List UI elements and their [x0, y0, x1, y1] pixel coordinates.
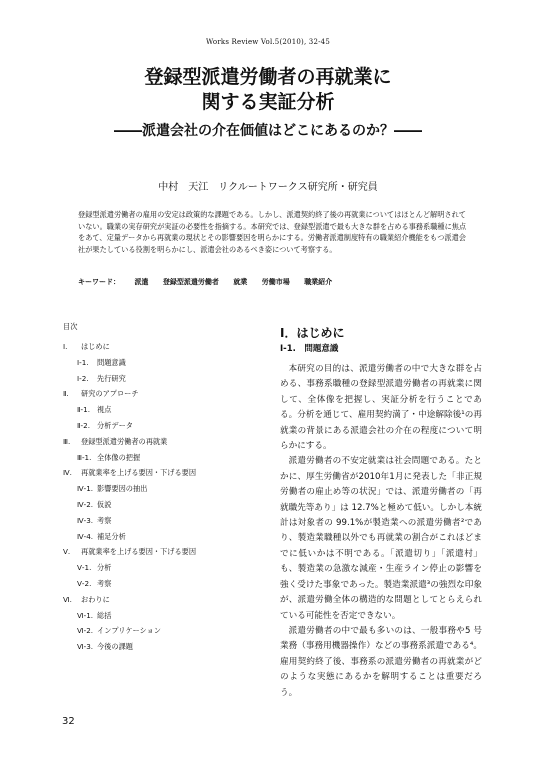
keyword: 登録型派遣労働者 — [162, 278, 219, 286]
toc-item-label: 全体像の把握 — [97, 452, 141, 462]
title-line-1: 登録型派遣労働者の再就業に — [144, 66, 392, 88]
toc-item — [63, 544, 263, 560]
keyword: 職業紹介 — [304, 278, 333, 286]
paragraph: 派遣労働者の不安定就業は社会問題である。たとかに、厚生労働省が2010年1月に発表した「非正規労働者の雇止め等の状況」では、派遣労働者の「再就職先等あり」は 12.7%と極めて低い。しかし本統計は対象者の 99.1%が製造業への派遣労働者²であり、製造業職種以外でも再就業の割合がこれほどまでに低いかは不明である。「派遣切り」「派遣村」も、製造業の急激な減産・生産ライン停止の影響を強く受けた事象であった。製造業派遣³の強烈な印象が、派遣労働全体の構造的な問題としてとらえられている可能性を否定できない。 — [280, 456, 482, 621]
journal-citation: Works Review Vol.5(2010), 32-45 — [206, 38, 330, 46]
toc-item-number: Ⅰ-2. — [77, 373, 89, 383]
toc-item — [63, 465, 263, 481]
toc-item-label: 先行研究 — [97, 373, 126, 383]
keyword: 就業 — [233, 278, 248, 286]
toc-item-label: 登録型派遣労働者の再就業 — [81, 436, 168, 446]
toc-item-number: Ⅴ-2. — [77, 578, 92, 588]
title-line-2: 関する実証分析 — [201, 91, 335, 113]
keyword: 派遣 — [134, 278, 149, 286]
keywords-label: キーワード： — [78, 278, 120, 286]
toc-item — [63, 497, 263, 513]
toc-item-number: Ⅵ. — [63, 594, 72, 604]
table-of-contents — [63, 322, 263, 655]
toc-item — [63, 355, 263, 371]
toc-item — [63, 576, 263, 592]
toc-list — [63, 339, 263, 655]
toc-item-label: 考察 — [97, 578, 112, 588]
subtitle: ――派遣会社の介在価値はどこにあるのか？―― — [114, 123, 422, 139]
toc-item-number: Ⅳ-1. — [77, 484, 94, 494]
abstract: 登録型派遣労働者の雇用の安定は政策的な課題である。しかし、派遣契約終了後の再就業についてはほとんど解明されていない。職業の実存研究が実証の必要性を指摘する。本研究では、登録型派遣で最も大きな群を占める事務系職種に焦点をあて、定量データから再就業の現状とその影響要因を明らかにする。労働者派遣制度特有の職業紹介機能をもつ派遣会社が果たしている役割を明らかにし、派遣会社のあるべき姿について考察する。 — [78, 210, 467, 254]
toc-item-number: Ⅴ-1. — [77, 563, 92, 573]
toc-heading: 目次 — [63, 322, 78, 331]
paragraph: 本研究の目的は、派遣労働者の中で大きな群を占める、事務系職種の登録型派遣労働者の再就業に関して、全体像を把握し、実証分析を行うことである。分析を通じて、雇用契約満了・中途解除後¹の再就業の背景にある派遣会社の介在の程度について明らかにする。 — [280, 364, 482, 452]
toc-item — [63, 418, 263, 434]
toc-item-number: Ⅵ-1. — [77, 610, 94, 620]
toc-item-label: 補足分析 — [97, 531, 126, 541]
toc-item-label: はじめに — [81, 342, 110, 351]
toc-item — [63, 402, 263, 418]
toc-item — [63, 639, 263, 655]
keywords — [78, 277, 468, 287]
body-text — [280, 362, 482, 701]
toc-item-label: 再就業率を上げる要因・下げる要因 — [81, 468, 197, 478]
section-heading: Ⅰ．はじめに — [280, 326, 345, 340]
toc-item-label: 分析 — [97, 563, 112, 573]
toc-item-label: おわりに — [81, 594, 110, 604]
toc-item-number: Ⅳ-3. — [77, 515, 94, 525]
toc-item-label: 研究のアプローチ — [81, 389, 139, 399]
toc-item — [63, 450, 263, 466]
toc-item — [63, 560, 263, 576]
toc-item-label: 総括 — [97, 610, 112, 620]
toc-item-number: Ⅳ. — [63, 468, 72, 478]
toc-item-label: インプリケーション — [97, 626, 161, 636]
page-number: 32 — [62, 716, 75, 727]
toc-item — [63, 513, 263, 529]
toc-item — [63, 481, 263, 497]
toc-item-number: Ⅳ-4. — [77, 531, 94, 541]
toc-item-number: Ⅱ-2. — [77, 420, 90, 430]
toc-item-number: Ⅰ-1. — [77, 357, 89, 367]
author-line: 中村 天江 リクルートワークス研究所・研究員 — [158, 182, 378, 193]
toc-item-number: Ⅵ-3. — [77, 642, 94, 652]
toc-item-label: 問題意識 — [97, 357, 126, 367]
toc-item-label: 再就業率を上げる要因・下げる要因 — [81, 547, 197, 557]
toc-item-label: 今後の課題 — [97, 642, 133, 652]
toc-item-label: 視点 — [97, 405, 112, 415]
toc-item-label: 影響要因の抽出 — [97, 484, 148, 494]
toc-item-number: Ⅱ-1. — [77, 405, 90, 415]
toc-item-number: Ⅳ-2. — [77, 499, 94, 509]
keyword: 労働市場 — [261, 278, 290, 286]
toc-item — [63, 529, 263, 545]
toc-item — [63, 608, 263, 624]
toc-item-label: 考察 — [97, 515, 112, 525]
toc-item — [63, 339, 263, 355]
toc-item — [63, 371, 263, 387]
toc-item — [63, 592, 263, 608]
subsection-heading: Ⅰ-1. 問題意識 — [280, 344, 339, 354]
toc-item-label: 仮説 — [97, 499, 112, 509]
toc-item — [63, 386, 263, 402]
toc-item-number: Ⅱ. — [63, 389, 69, 399]
toc-item-number: Ⅰ. — [63, 342, 68, 351]
toc-item-label: 分析データ — [97, 420, 133, 430]
toc-item-number: Ⅲ-1. — [77, 452, 92, 462]
toc-item-number: Ⅲ. — [63, 436, 71, 446]
toc-item — [63, 434, 263, 450]
paragraph: 派遣労働者の中で最も多いのは、一般事務や5 号業務（事務用機器操作）などの事務系派遣である⁴。雇用契約終了後、事務系の派遣労働者の再就業がどのような実態にあるかを解明することは重要だろう。 — [280, 625, 482, 698]
toc-item-number: Ⅴ. — [63, 547, 71, 557]
toc-item — [63, 623, 263, 639]
toc-item-number: Ⅵ-2. — [77, 626, 94, 636]
